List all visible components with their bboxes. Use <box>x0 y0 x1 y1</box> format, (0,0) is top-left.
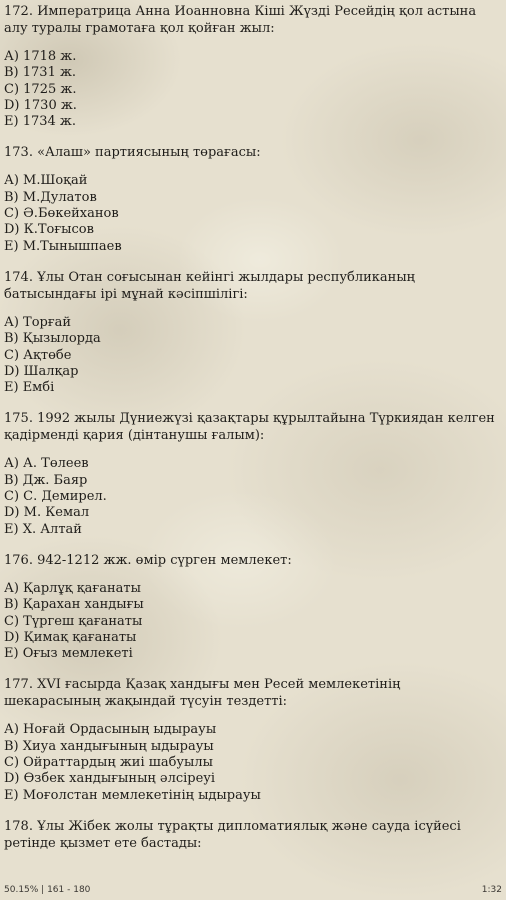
question-172 <box>4 3 500 130</box>
option-d: D) М. Кемал <box>4 505 90 521</box>
question-text: 173. «Алаш» партиясының төрағасы: <box>4 145 261 161</box>
option-b: В) Қарахан хандығы <box>4 597 144 613</box>
option-a: А) Ноғай Ордасының ыдырауы <box>4 722 217 738</box>
option-e: Е) Оғыз мемлекеті <box>4 646 133 662</box>
status-bar <box>4 881 502 895</box>
option-c: С) С. Демирел. <box>4 489 107 505</box>
option-c: С) Ойраттардың жиі шабуылы <box>4 755 213 771</box>
question-text: 177. XVI ғасырда Қазақ хандығы мен Ресей мемлекетінің шекарасының жақындай түсуін тездетті: <box>4 677 401 710</box>
question-177 <box>4 676 500 803</box>
option-c: С) 1725 ж. <box>4 81 77 97</box>
option-b: В) Хиуа хандығының ыдырауы <box>4 738 214 754</box>
option-e: Е) 1734 ж. <box>4 114 77 130</box>
question-178 <box>4 818 500 852</box>
option-b: В) Қызылорда <box>4 331 101 347</box>
option-d: D) Өзбек хандығының әлсіреуі <box>4 771 216 787</box>
reading-progress: 50.15% | 161 - 180 <box>4 885 91 895</box>
option-d: D) Қимақ қағанаты <box>4 629 137 645</box>
option-b: В) М.Дулатов <box>4 189 97 205</box>
option-e: Е) Моғолстан мемлекетінің ыдырауы <box>4 787 261 803</box>
question-text: 178. Ұлы Жібек жолы тұрақты дипломатиялық және сауда ісүйесі ретінде қызмет ете бастады: <box>4 818 461 851</box>
option-e: Е) Х. Алтай <box>4 521 82 537</box>
option-c: С) Ә.Бөкейханов <box>4 206 119 222</box>
question-text: 175. 1992 жылы Дүниежүзі қазақтары құрылтайына Түркиядан келген қадірменді қария (дінтанушы ғалым): <box>4 411 495 444</box>
reading-page <box>4 3 500 877</box>
question-text: 172. Императрица Анна Иоанновна Кіші Жүзді Ресейдің қол астына алу туралы грамотаға қол қойған жыл: <box>4 4 477 36</box>
question-text: 174. Ұлы Отан соғысынан кейінгі жылдары республиканың батысындағы ірі мұнай кәсіпшілігі: <box>4 269 415 302</box>
option-b: В) Дж. Баяр <box>4 472 88 488</box>
question-176 <box>4 552 500 662</box>
option-a: А) 1718 ж. <box>4 49 77 64</box>
question-text: 176. 942-1212 жж. өмір сүрген мемлекет: <box>4 552 292 568</box>
option-d: D) 1730 ж. <box>4 97 77 113</box>
option-e: Е) М.Тынышпаев <box>4 238 122 254</box>
option-e: Е) Ембі <box>4 380 55 396</box>
option-a: А) Торғай <box>4 314 72 330</box>
option-a: А) Қарлұқ қағанаты <box>4 580 141 596</box>
option-b: В) 1731 ж. <box>4 65 77 81</box>
question-174 <box>4 269 500 396</box>
option-a: А) М.Шоқай <box>4 173 88 189</box>
option-c: С) Ақтөбе <box>4 347 72 363</box>
option-c: С) Түргеш қағанаты <box>4 613 143 629</box>
question-173 <box>4 144 500 254</box>
option-a: А) А. Төлеев <box>4 456 89 472</box>
clock: 1:32 <box>481 885 502 895</box>
option-d: D) К.Тоғысов <box>4 222 94 238</box>
option-d: D) Шалқар <box>4 363 79 379</box>
question-175 <box>4 410 500 537</box>
